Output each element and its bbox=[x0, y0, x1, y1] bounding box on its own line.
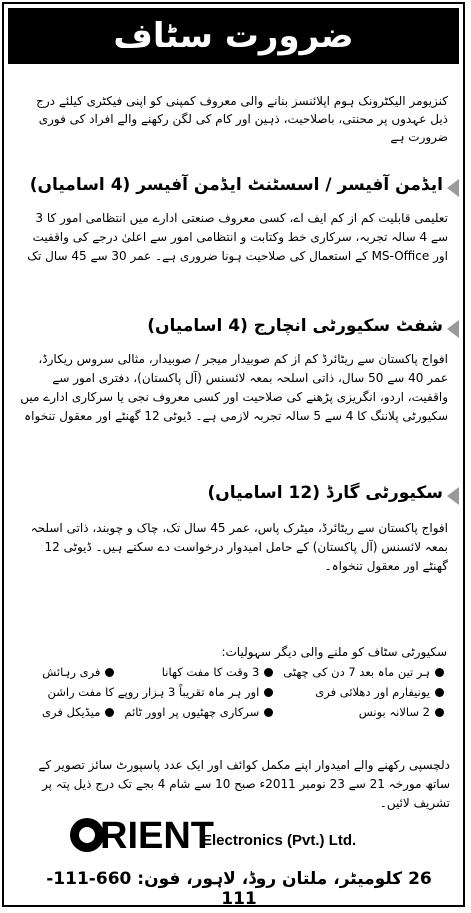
intro-text: کنزیومر الیکٹرونک ہوم اپلائنسز بنانے والی معروف کمپنی کو اپنی فیکٹری کیلئے درج ذیل عہدوں پر محنتی، باصلاحیت، ذہین اور کام کی لگن رکھنے والے افراد کی فوری ضرورت ہے bbox=[36, 94, 448, 144]
bullet-icon bbox=[264, 708, 273, 717]
list-item: 2 سالانہ بونس bbox=[283, 705, 444, 719]
page-title: ضرورت سٹاف bbox=[8, 8, 459, 64]
company-logo bbox=[70, 814, 430, 858]
bullet-icon bbox=[105, 708, 114, 717]
section-heading-shift-security: شفٹ سکیورٹی انچارج (4 اسامیاں) bbox=[147, 316, 443, 336]
logo-wordmark: RIENT bbox=[100, 815, 214, 857]
bullet-icon bbox=[264, 688, 273, 697]
logo-subtitle: Electronics (Pvt.) Ltd. bbox=[202, 832, 357, 849]
benefits-title: سکیورٹی سٹاف کو ملنے والی دیگر سہولیات: bbox=[221, 645, 447, 659]
list-item: اور ہر ماہ تقریباً 3 ہزار روپے کا مفت راشن bbox=[34, 685, 273, 699]
section-body-admin: تعلیمی قابلیت کم از کم ایف اے، کسی معروف صنعتی ادارے میں انتظامی امور کا 3 سے 4 سالہ تجربہ، سرکاری خط وکتابت و انتظامی امور سے اعلیٰ درجے کی واقفیت اور MS-Office کے استعمال کی صلاحیت ہونا ضروری ہے۔ عمر 30 سے 45 سال تک bbox=[27, 211, 448, 263]
section-body-security-guard: افواج پاکستان سے ریٹائرڈ، میٹرک پاس، عمر 45 سال تک، چاک و چوبند، ذاتی اسلحہ بمعہ لائسنس (آل پاکستان) کے حامل امیدوار درخواست دے سکتے ہیں۔ ڈیوٹی 12 گھنٹے اور معقول تنخواہ۔ bbox=[30, 521, 448, 573]
list-item: میڈیکل فری bbox=[34, 705, 114, 719]
bullet-icon bbox=[435, 688, 444, 697]
list-item: سرکاری چھٹیوں پر اوور ٹائم bbox=[124, 705, 273, 719]
bullet-icon bbox=[264, 668, 273, 677]
list-item: 3 وقت کا مفت کھانا bbox=[124, 665, 273, 679]
bullet-icon bbox=[105, 668, 114, 677]
benefits-list bbox=[34, 665, 444, 719]
address-line: 26 کلومیٹر، ملتان روڈ، لاہور، فون: 660-111-111 bbox=[46, 869, 432, 909]
bullet-icon bbox=[435, 708, 444, 717]
section-heading-security-guard: سکیورٹی گارڈ (12 اسامیاں) bbox=[207, 483, 443, 503]
triangle-bullet-icon bbox=[447, 487, 459, 505]
closing-text: دلچسپی رکھنے والے امیدوار اپنے مکمل کوائف اور ایک عدد پاسپورٹ سائز تصویر کے ساتھ مورخہ 21 سے 23 نومبر 2011ء صبح 10 سے شام 4 بجے تک درج ذیل پتہ پر تشریف لائیں۔ bbox=[38, 758, 450, 810]
section-body-shift-security: افواج پاکستان سے ریٹائرڈ کم از کم صوبیدار میجر / صوبیدار، مثالی سروس ریکارڈ، عمر 40 سے 50 سال، ذاتی اسلحہ بمعہ لائسنس (آل پاکستان)، دفتری امور سے واقفیت، اردو، انگریزی پڑھنے کی صلاحیت اور کسی معروف نجی یا سرکاری ادارے میں سکیورٹی پلاننگ کا 4 سے 5 سالہ تجربہ لازمی ہے۔ ڈیوٹی 12 گھنٹے اور معقول تنخواہ bbox=[20, 352, 448, 423]
logo-o-icon bbox=[70, 818, 104, 852]
triangle-bullet-icon bbox=[447, 320, 459, 338]
bullet-icon bbox=[435, 668, 444, 677]
job-advertisement bbox=[2, 2, 465, 907]
section-heading-admin: ایڈمن آفیسر / اسسٹنٹ ایڈمن آفیسر (4 اسامیاں) bbox=[29, 175, 443, 195]
list-item: یونیفارم اور دھلائی فری bbox=[283, 685, 444, 699]
list-item: ہر تین ماہ بعد 7 دن کی چھٹی bbox=[283, 665, 444, 679]
triangle-bullet-icon bbox=[447, 179, 459, 197]
list-item: فری رہائش bbox=[34, 665, 114, 679]
